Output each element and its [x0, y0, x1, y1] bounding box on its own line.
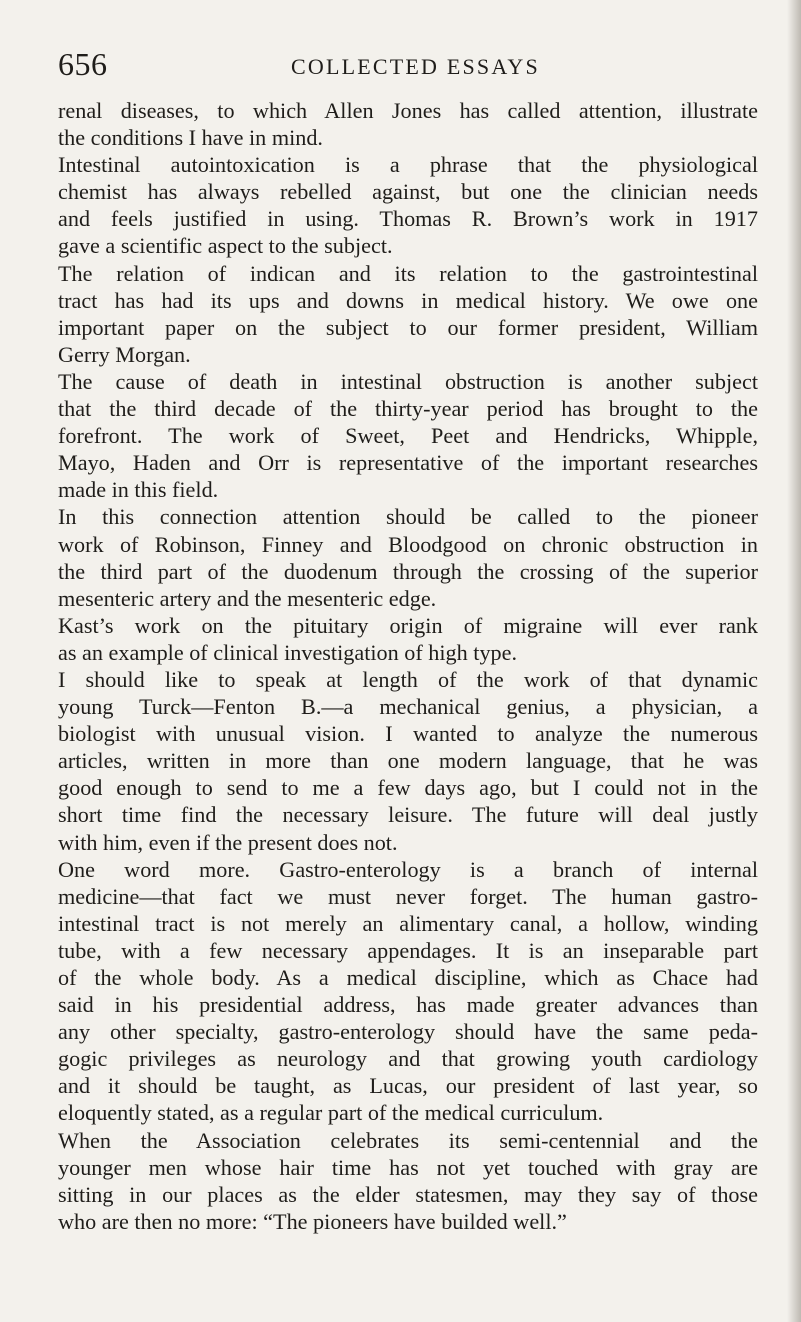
- text-line: tube, with a few necessary appendages. It is an inseparable part: [58, 937, 758, 963]
- text-line: chemist has always rebelled against, but one the clinician needs: [58, 179, 758, 205]
- page-header: [58, 46, 758, 90]
- text-line: articles, written in more than one modern language, that he was: [58, 748, 758, 774]
- text-line: with him, even if the present does not.: [58, 829, 398, 855]
- text-line: short time find the necessary leisure. The future will deal justly: [58, 802, 758, 828]
- text-line: I should like to speak at length of the work of that dynamic: [58, 666, 758, 692]
- text-line: intestinal tract is not merely an alimentary canal, a hollow, winding: [58, 910, 758, 936]
- text-line: medicine—that fact we must never forget. The human gastro-: [58, 883, 758, 909]
- body-text: [58, 97, 758, 1235]
- text-line: important paper on the subject to our former president, William: [58, 314, 758, 340]
- text-line: Mayo, Haden and Orr is representative of the important researches: [58, 450, 758, 476]
- text-line: In this connection attention should be called to the pioneer: [58, 504, 758, 530]
- text-line: the third part of the duodenum through the crossing of the superior: [58, 558, 758, 584]
- text-line: any other specialty, gastro-enterology should have the same peda-: [58, 1019, 758, 1045]
- page-number: 656: [58, 46, 108, 82]
- running-head: COLLECTED ESSAYS: [291, 54, 540, 79]
- text-line: The cause of death in intestinal obstruction is another subject: [58, 368, 758, 394]
- text-line: the conditions I have in mind.: [58, 125, 323, 151]
- text-line: work of Robinson, Finney and Bloodgood on chronic obstruction in: [58, 531, 758, 557]
- text-line: Kast’s work on the pituitary origin of migraine will ever rank: [58, 612, 758, 638]
- text-line: sitting in our places as the elder statesmen, may they say of those: [58, 1181, 758, 1207]
- text-line: gave a scientific aspect to the subject.: [58, 233, 393, 259]
- text-line: as an example of clinical investigation of high type.: [58, 639, 518, 665]
- text-line: Intestinal autointoxication is a phrase that the physiological: [58, 152, 758, 178]
- text-line: younger men whose hair time has not yet touched with gray are: [58, 1154, 758, 1180]
- text-line: mesenteric artery and the mesenteric edge.: [58, 585, 437, 611]
- text-line: good enough to send to me a few days ago, but I could not in the: [58, 775, 758, 801]
- text-line: Gerry Morgan.: [58, 341, 191, 367]
- text-line: young Turck—Fenton B.—a mechanical genius, a physician, a: [58, 694, 758, 720]
- text-line: renal diseases, to which Allen Jones has called attention, illustrate: [58, 98, 758, 123]
- text-line: said in his presidential address, has made greater advances than: [58, 992, 758, 1018]
- text-line: and it should be taught, as Lucas, our president of last year, so: [58, 1073, 758, 1099]
- text-line: that the third decade of the thirty-year period has brought to the: [58, 396, 758, 422]
- text-line: The relation of indican and its relation to the gastrointestinal: [58, 260, 758, 286]
- text-line: When the Association celebrates its semi-centennial and the: [58, 1127, 758, 1153]
- text-line: biologist with unusual vision. I wanted to analyze the numerous: [58, 721, 758, 747]
- text-line: who are then no more: “The pioneers have builded well.”: [58, 1208, 567, 1234]
- text-line: and feels justified in using. Thomas R. Brown’s work in 1917: [58, 206, 758, 232]
- text-line: eloquently stated, as a regular part of the medical curriculum.: [58, 1100, 604, 1126]
- text-line: forefront. The work of Sweet, Peet and Hendricks, Whipple,: [58, 423, 758, 449]
- text-line: tract has had its ups and downs in medical history. We owe one: [58, 287, 758, 313]
- text-line: made in this field.: [58, 477, 219, 503]
- text-line: of the whole body. As a medical discipline, which as Chace had: [58, 965, 758, 990]
- text-line: gogic privileges as neurology and that growing youth cardiology: [58, 1046, 758, 1072]
- text-line: One word more. Gastro-enterology is a branch of internal: [58, 856, 758, 882]
- page-edge-shadow: [787, 0, 801, 1322]
